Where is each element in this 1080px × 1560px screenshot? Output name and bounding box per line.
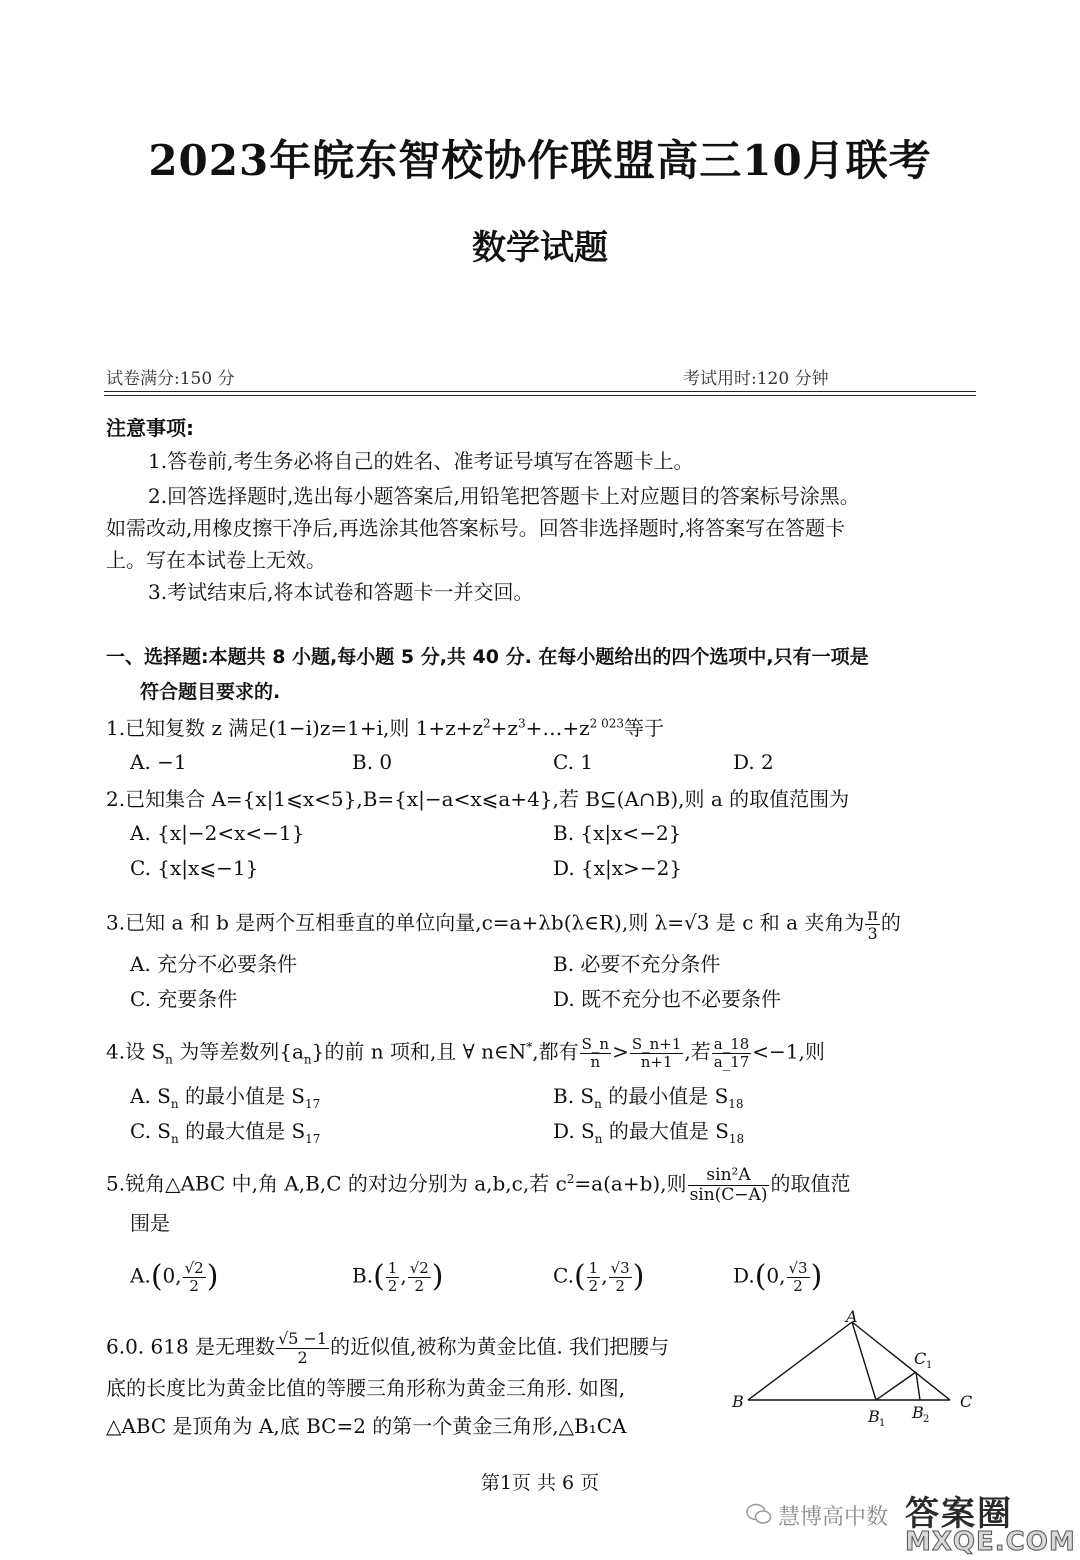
question-1-option-c: C. 1 xyxy=(553,750,594,774)
question-4-stem: 4.设 $S_n$ 为等差数列$\{a_n\}$的前 n 项和,且 ∀ n∈N*,都有 $\frac{S\_n}{n}$ > $\frac{S\_n+1}{n+1}$ ,若 $\frac{a\_18}{a\_17}$ <−1,则 xyxy=(106,1035,825,1071)
wechat-icon xyxy=(746,1503,772,1525)
question-5-option-d: D.(0, $\frac{√3}{2}$ ) xyxy=(733,1259,823,1295)
label-a: A xyxy=(846,1310,858,1326)
label-c1-sub: 1 xyxy=(926,1360,933,1371)
question-3-stem: 3.已知 a 和 b 是两个互相垂直的单位向量,c=a+λb(λ∈R),则 λ=√3 是 c 和 a 夹角为 $\frac{\pi}{3}$ 的 xyxy=(106,905,901,943)
header-rule-top xyxy=(104,391,976,392)
label-b: B xyxy=(732,1392,744,1411)
question-2-option-c: C. {x|x⩽−1} xyxy=(130,856,259,880)
edge-ac xyxy=(852,1322,950,1400)
edge-ba xyxy=(748,1322,852,1400)
notice-line-5: 3.考试结束后,将本试卷和答题卡一并交回。 xyxy=(148,580,534,604)
label-b1-sub: 1 xyxy=(879,1418,886,1429)
watermark-url: MXQE.COM xyxy=(905,1527,1076,1557)
question-2-option-a: A. {x|−2<x<−1} xyxy=(130,821,305,845)
question-6-line-3: △ABC 是顶角为 A,底 BC=2 的第一个黄金三角形,△B₁CA xyxy=(106,1414,627,1438)
page-footer: 第1页 共 6 页 xyxy=(480,1472,600,1494)
label-c: C xyxy=(960,1392,973,1411)
question-4-option-c: C. $S_n$ 的最大值是 $S_{17}$ xyxy=(130,1119,321,1146)
question-2-option-d: D. {x|x>−2} xyxy=(553,856,683,880)
question-1-option-b: B. 0 xyxy=(352,750,393,774)
question-3-option-c: C. 充要条件 xyxy=(130,987,238,1011)
question-6-stem: 6.0. 618 是无理数 $\frac{√5 -1}{2}$ 的近似值,被称为黄金比值. 我们把腰与 xyxy=(106,1329,670,1367)
question-3-option-a: A. 充分不必要条件 xyxy=(130,952,298,976)
header-rule-bottom xyxy=(104,395,976,396)
exam-subtitle: 数学试题 xyxy=(472,228,608,268)
label-b2: B xyxy=(912,1403,924,1422)
question-3-option-b: B. 必要不充分条件 xyxy=(553,952,721,976)
question-2-stem: 2.已知集合 A={x|1⩽x<5},B={x|−a<x⩽a+4},若 B⊆(A∩B),则 a 的取值范围为 xyxy=(106,787,850,811)
question-5-option-c: C.( $\frac{1}{2}$ , $\frac{√3}{2}$ ) xyxy=(553,1259,645,1295)
question-5-option-a: A.(0, $\frac{√2}{2}$ ) xyxy=(130,1259,219,1295)
question-3-option-d: D. 既不充分也不必要条件 xyxy=(553,987,782,1011)
notice-line-1: 1.答卷前,考生务必将自己的姓名、准考证号填写在答题卡上。 xyxy=(148,449,694,473)
question-4-option-a: A. $S_n$ 的最小值是 $S_{17}$ xyxy=(130,1084,321,1111)
label-b1: B xyxy=(868,1407,880,1426)
notice-line-4: 上。写在本试卷上无效。 xyxy=(106,548,326,572)
question-6-line-2: 底的长度比为黄金比值的等腰三角形称为黄金三角形. 如图, xyxy=(106,1376,626,1400)
exam-time: 考试用时:120 分钟 xyxy=(683,369,829,389)
watermark-account: 慧博高中数 xyxy=(778,1505,889,1530)
section-heading-1: 一、选择题:本题共 8 小题,每小题 5 分,共 40 分. 在每小题给出的四个选项中,只有一项是 xyxy=(106,646,869,668)
question-1-stem: 1.已知复数 z 满足(1−i)z=1+i,则 $1+z+z^2+z^3+\dots+z^{2 023}$等于 xyxy=(106,716,665,740)
label-b2-sub: 2 xyxy=(923,1414,930,1425)
question-5-stem-line-2: 围是 xyxy=(130,1211,170,1235)
question-4-option-d: D. $S_n$ 的最大值是 $S_{18}$ xyxy=(553,1119,745,1146)
question-2-option-b: B. {x|x<−2} xyxy=(553,821,682,845)
golden-triangle-figure xyxy=(728,1310,978,1450)
question-1-option-d: D. 2 xyxy=(733,750,774,774)
question-4-option-b: B. $S_n$ 的最小值是 $S_{18}$ xyxy=(553,1084,744,1111)
notice-line-2: 2.回答选择题时,选出每小题答案后,用铅笔把答题卡上对应题目的答案标号涂黑。 xyxy=(148,484,860,508)
notice-line-3: 如需改动,用橡皮擦干净后,再选涂其他答案标号。回答非选择题时,将答案写在答题卡 xyxy=(106,516,846,540)
question-5-stem: 5.锐角△ABC 中,角 A,B,C 的对边分别为 a,b,c,若 $c^2=a(a+b)$,则 $\frac{\text{sin²A}}{\sin(C-A)}$ 的取值范 xyxy=(106,1165,851,1205)
watermark-logo: 答案圈 xyxy=(905,1494,1013,1534)
exam-title: 2023年皖东智校协作联盟高三10月联考 xyxy=(148,136,932,185)
segment-ab1 xyxy=(852,1322,876,1400)
question-1-option-a: A. −1 xyxy=(130,750,187,774)
label-c1: C xyxy=(914,1349,927,1368)
notice-heading: 注意事项: xyxy=(106,416,194,440)
section-heading-2: 符合题目要求的. xyxy=(140,681,281,703)
segment-b1c1 xyxy=(876,1372,916,1400)
question-5-option-b: B.( $\frac{1}{2}$ , $\frac{√2}{2}$ ) xyxy=(352,1259,444,1295)
full-score: 试卷满分:150 分 xyxy=(106,369,235,389)
